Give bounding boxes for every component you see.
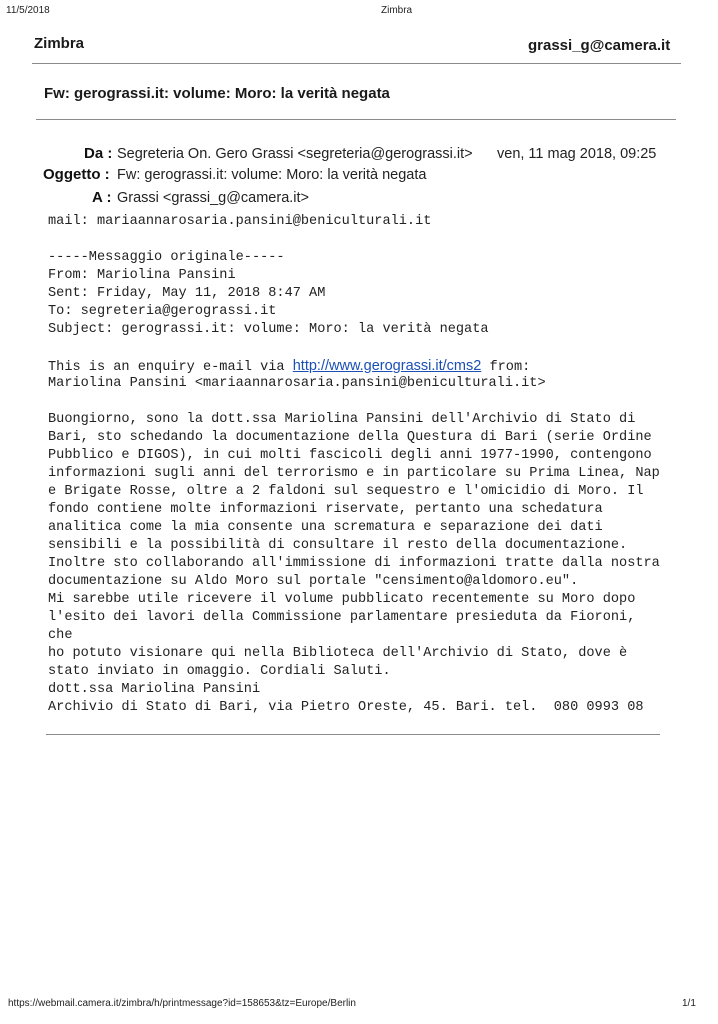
body-line: l'esito dei lavori della Commissione parlamentare presieduta da Fioroni, <box>48 610 636 625</box>
enquiry-line <box>48 358 530 375</box>
mail-line: mail: mariaannarosaria.pansini@beniculturali.it <box>48 214 432 229</box>
body-line: sensibili e la possibilità di consultare il resto della documentazione. <box>48 538 628 553</box>
body-line: che <box>48 628 73 643</box>
body-line: Buongiorno, sono la dott.ssa Mariolina Pansini dell'Archivio di Stato di <box>48 412 636 427</box>
enquiry-link[interactable]: http://www.gerograssi.it/cms2 <box>292 358 482 374</box>
original-subject: Subject: gerograssi.it: volume: Moro: la verità negata <box>48 322 489 337</box>
body-line: Inoltre sto collaborando all'immissione di informazioni tratte dalla nostra <box>48 556 660 571</box>
original-sent: Sent: Friday, May 11, 2018 8:47 AM <box>48 286 326 301</box>
message-date: ven, 11 mag 2018, 09:25 <box>497 146 657 162</box>
body-line: e Brigate Rosse, oltre a 2 faldoni sul sequestro e l'omicidio di Moro. Il <box>48 484 644 499</box>
body-line: stato inviato in omaggio. Cordiali Saluti. <box>48 664 391 679</box>
to-value: Grassi <grassi_g@camera.it> <box>117 190 310 206</box>
body-line: ho potuto visionare qui nella Biblioteca dell'Archivio di Stato, dove è <box>48 646 628 661</box>
body-line: Pubblico e DIGOS), in cui molti fascicoli degli anni 1977-1990, contengono <box>48 448 652 463</box>
print-url: https://webmail.camera.it/zimbra/h/printmessage?id=158653&tz=Europe/Berlin <box>8 998 356 1009</box>
original-message-header: -----Messaggio originale----- <box>48 250 285 265</box>
body-line: analitica come la mia consente una scrematura e separazione dei dati <box>48 520 603 535</box>
original-to: To: segreteria@gerograssi.it <box>48 304 277 319</box>
print-date: 11/5/2018 <box>6 5 50 16</box>
print-title: Zimbra <box>381 5 413 16</box>
account-name: grassi_g@camera.it <box>528 37 671 54</box>
body-line: dott.ssa Mariolina Pansini <box>48 682 261 697</box>
enquiry-prefix: This is an enquiry e-mail via <box>48 360 293 375</box>
from-value: Segreteria On. Gero Grassi <segreteria@gerograssi.it> <box>117 146 473 162</box>
to-label: A : <box>92 189 112 206</box>
subject-label: Oggetto : <box>43 166 110 183</box>
subject-divider <box>36 119 676 120</box>
body-line: informazioni sugli anni del terrorismo e in particolare su Prima Linea, Nap <box>48 466 660 481</box>
from-label: Da : <box>84 145 113 162</box>
body-line: documentazione su Aldo Moro sul portale "censimento@aldomoro.eu". <box>48 574 579 589</box>
message-subject-heading: Fw: gerograssi.it: volume: Moro: la verità negata <box>44 85 390 102</box>
body-line: Bari, sto schedando la documentazione della Questura di Bari (serie Ordine <box>48 430 652 445</box>
body-end-divider <box>46 734 660 735</box>
body-line: fondo contiene molte informazioni riservate, pertanto una schedatura <box>48 502 603 517</box>
enquiry-sender: Mariolina Pansini <mariaannarosaria.pansini@beniculturali.it> <box>48 376 546 391</box>
top-divider <box>32 63 681 64</box>
signature-address-line: Archivio di Stato di Bari, via Pietro Oreste, 45. Bari. tel. 080 0993 08 <box>48 700 644 715</box>
enquiry-suffix: from: <box>481 360 531 375</box>
body-line: Mi sarebbe utile ricevere il volume pubblicato recentemente su Moro dopo <box>48 592 636 607</box>
app-name: Zimbra <box>34 35 85 52</box>
original-from: From: Mariolina Pansini <box>48 268 236 283</box>
page-number: 1/1 <box>682 998 696 1009</box>
subject-value: Fw: gerograssi.it: volume: Moro: la verità negata <box>117 167 427 183</box>
